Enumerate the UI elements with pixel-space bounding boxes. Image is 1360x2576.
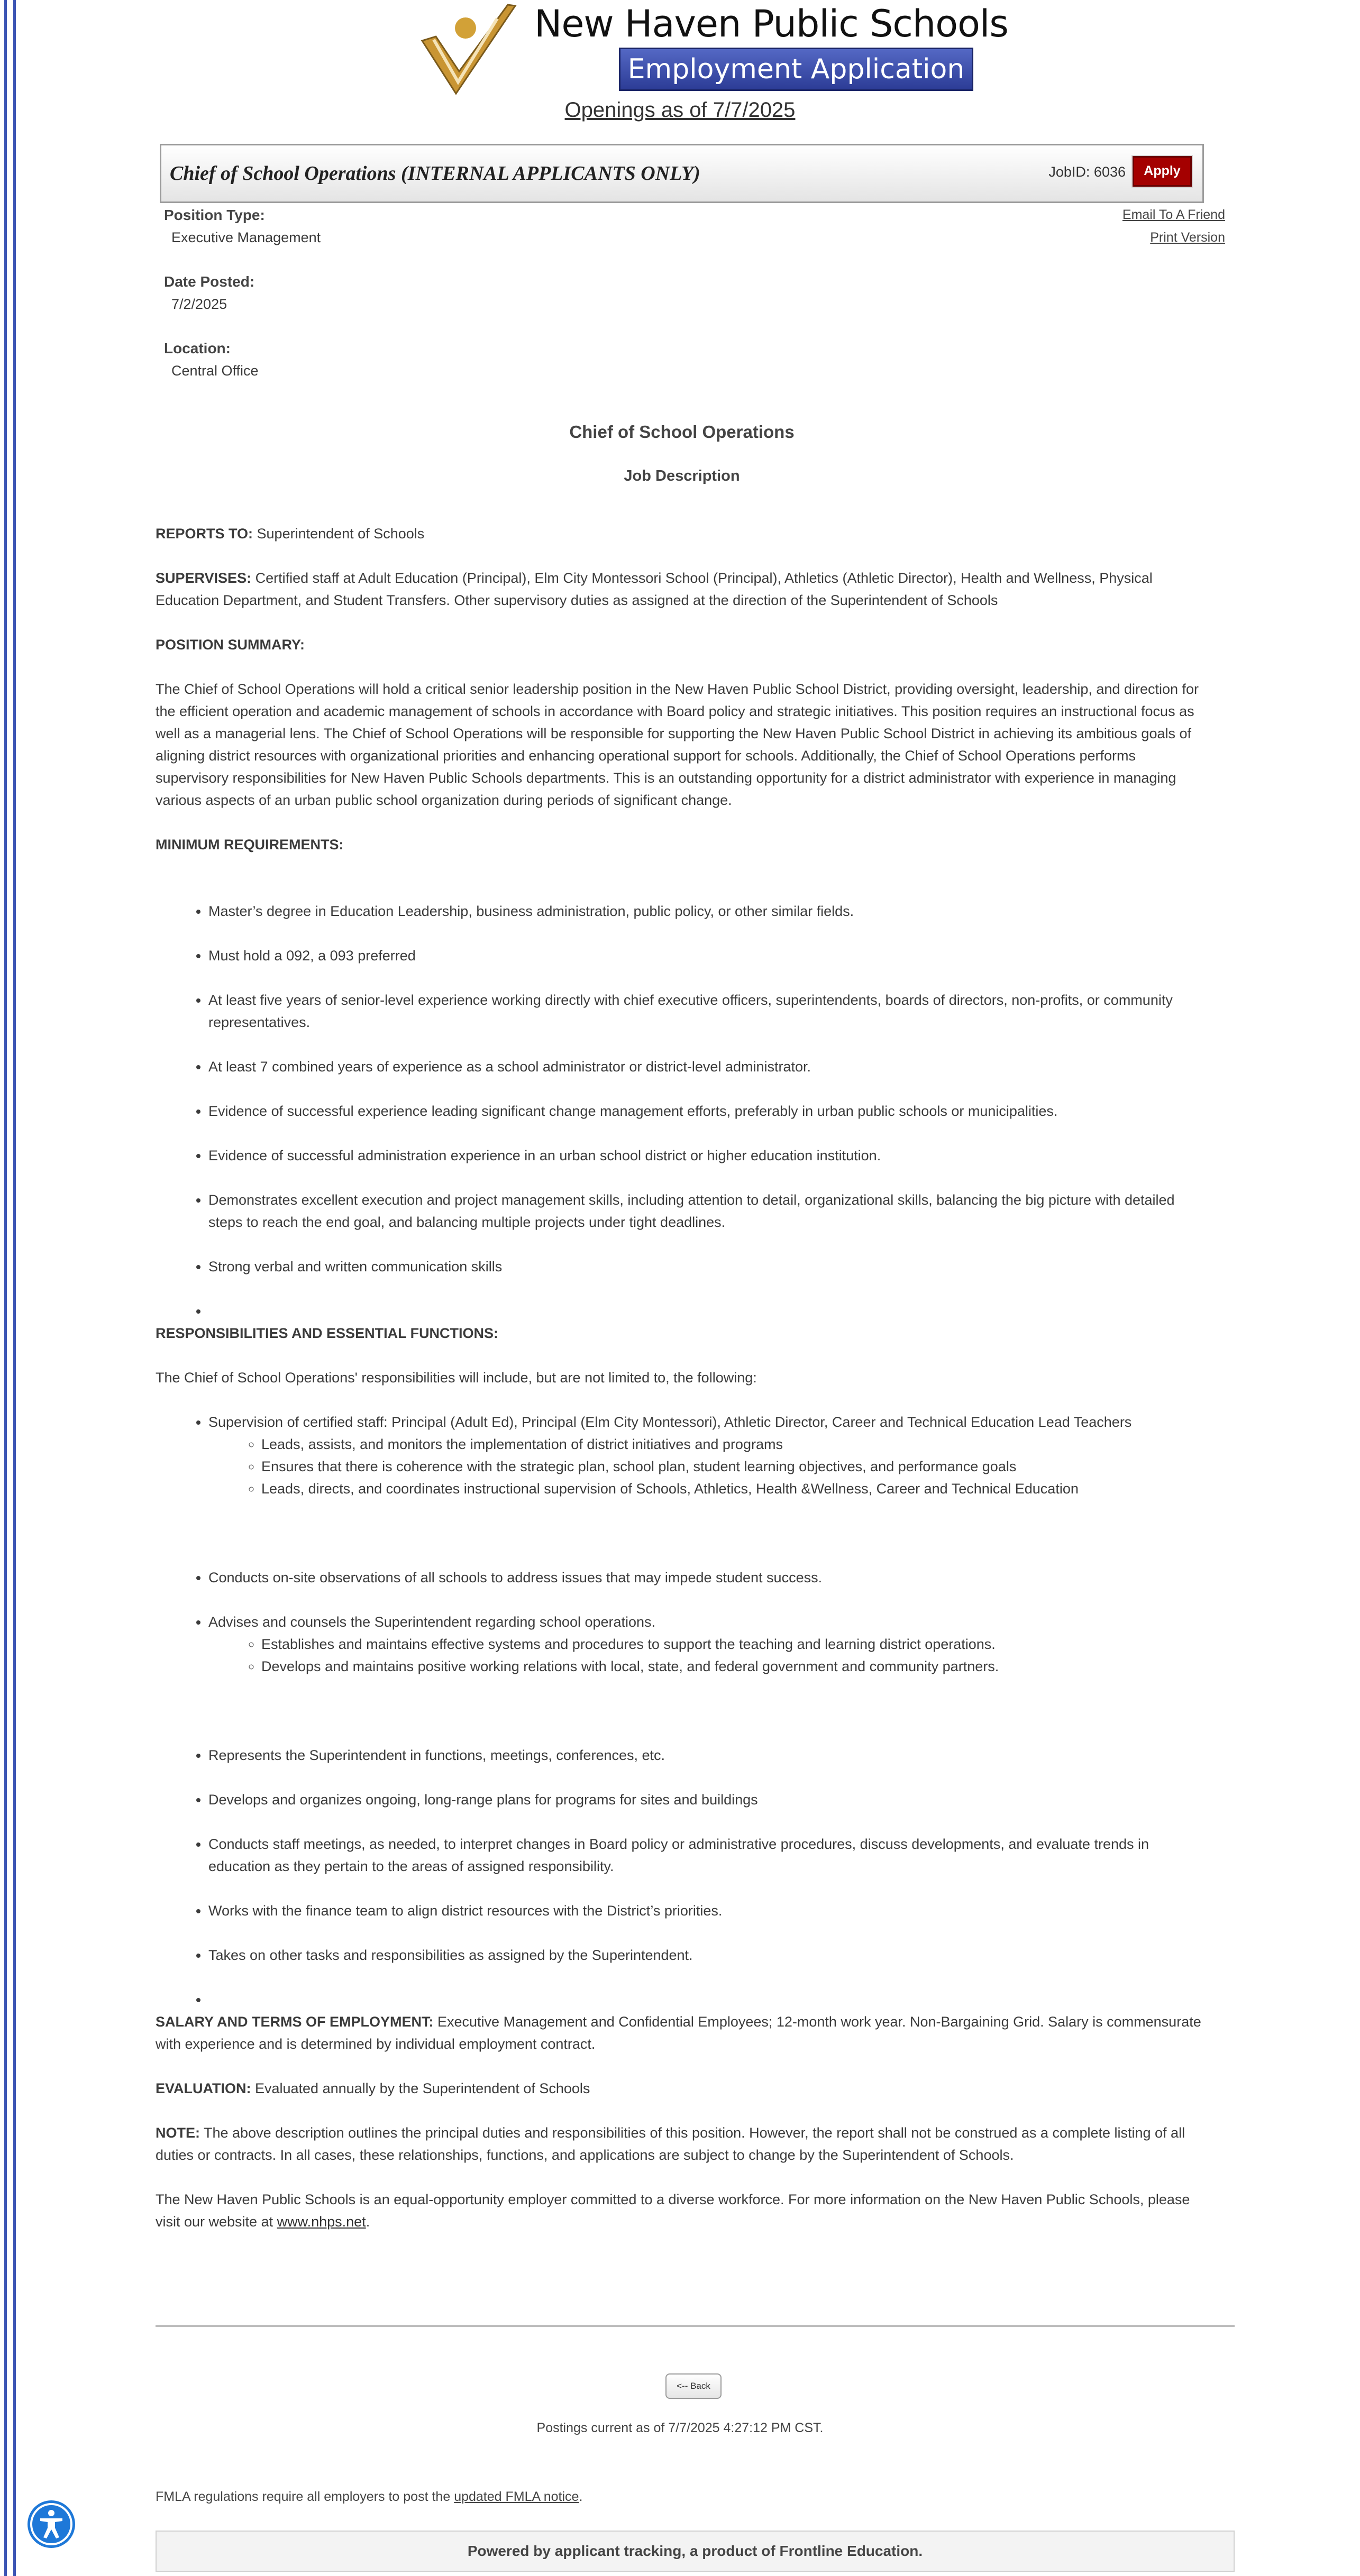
sub-list-item: ◦ Develops and maintains positive working relations with local, state, and federal government and community partners. [261, 1655, 1208, 1677]
employment-application-banner: Employment Application [619, 48, 973, 91]
sub-list-item: ◦ Leads, directs, and coordinates instructional supervision of Schools, Athletics, Health &Wellness, Career and Technical Education [261, 1478, 1208, 1500]
list-item: • Master’s degree in Education Leadership, business administration, public policy, or other similar fields. [208, 900, 1208, 922]
job-title: Chief of School Operations (INTERNAL APPLICANTS ONLY) [170, 162, 700, 185]
list-item: • Develops and organizes ongoing, long-range plans for programs for sites and buildings [208, 1789, 1208, 1811]
note-value: The above description outlines the principal duties and responsibilities of this position. However, the report shall not be construed as a complete listing of all duties or contracts. In all cases, these relationships, functions, and applications are subject to change by the Superintendent of Schools. [156, 2125, 1185, 2163]
spacer [208, 1677, 1208, 1722]
list-item: • At least five years of senior-level experience working directly with chief executive officers, superintendents, boards of directors, non-profits, or community representatives. [208, 989, 1208, 1033]
summary-heading-text: POSITION SUMMARY: [156, 637, 305, 653]
empty-list-item [208, 1988, 1208, 2011]
fmla-link[interactable]: updated FMLA notice [454, 2489, 579, 2504]
page-left-rail [4, 0, 7, 2576]
school-logo-icon [418, 3, 518, 95]
spacer [208, 1500, 1208, 1544]
position-type-label: Position Type: [164, 207, 265, 223]
description-heading: Chief of School Operations [569, 422, 795, 442]
summary-text: The Chief of School Operations will hold a critical senior leadership position in the New Haven Public School District, providing oversight, leadership, and direction for the efficient operation and academic management of schools in accordance with Board policy and strategic initiatives. This position requires an instructional focus as well as a managerial lens. The Chief of School Operations will be responsible for supporting the New Haven Public School District in achieving its ambitious goals of aligning district resources with organizational priorities and enhancing operational support for schools. Additionally, the Chief of School Operations performs supervisory responsibilities for New Haven Public Schools departments. This is an outstanding opportunity for a district administrator with experience in managing various aspects of an urban public school organization during periods of significant change. [156, 681, 1199, 808]
list-item: • Evidence of successful experience leading significant change management efforts, preferably in urban public schools or municipalities. [208, 1100, 1208, 1122]
site-header [0, 0, 1360, 127]
requirements-list [156, 900, 1208, 1322]
empty-list-item [208, 1300, 1208, 1322]
job-title-bar [160, 144, 1204, 203]
email-to-friend-link[interactable]: Email To A Friend [1122, 207, 1225, 222]
site-title: New Haven Public Schools [534, 2, 1008, 45]
postings-timestamp: Postings current as of 7/7/2025 4:27:12 PM CST. [536, 2421, 824, 2435]
description-subheading: Job Description [624, 467, 740, 484]
salary [156, 2011, 1208, 2055]
date-posted-label: Date Posted: [164, 273, 255, 290]
position-type-value: Executive Management [171, 230, 321, 245]
list-item: • At least 7 combined years of experience as a school administrator or district-level administrator. [208, 1056, 1208, 1078]
salary-value: Executive Management and Confidential Employees; 12-month work year. Non-Bargaining Grid. Salary is commensurate with experience and is determined by individual employment contract. [156, 2014, 1201, 2052]
job-meta [164, 204, 321, 404]
sub-list [208, 1433, 1208, 1500]
openings-link[interactable]: Openings as of 7/7/2025 [564, 98, 796, 122]
accessibility-figure-icon [28, 2500, 75, 2548]
reports-to-label: REPORTS TO: [156, 526, 253, 542]
eeo-text: The New Haven Public Schools is an equal-opportunity employer committed to a diverse workforce. For more information on the New Haven Public Schools, please visit our website at [156, 2192, 1190, 2230]
footer-divider [156, 2325, 1235, 2327]
list-item: • Works with the finance team to align district resources with the District’s priorities. [208, 1900, 1208, 1922]
list-item: • Conducts on-site observations of all schools to address issues that may impede student success. [208, 1566, 1208, 1589]
job-actions [1122, 204, 1225, 249]
job-description [156, 419, 1208, 2255]
location-value: Central Office [171, 363, 259, 379]
supervises-label: SUPERVISES: [156, 570, 252, 586]
page-left-rail-inner [13, 0, 16, 2576]
list-item-text: Advises and counsels the Superintendent regarding school operations. [208, 1614, 656, 1630]
list-item: • Takes on other tasks and responsibilities as assigned by the Superintendent. [208, 1944, 1208, 1966]
salary-label: SALARY AND TERMS OF EMPLOYMENT: [156, 2014, 434, 2030]
job-id: JobID: 6036 [1048, 164, 1126, 180]
list-item: • Strong verbal and written communication skills [208, 1255, 1208, 1278]
list-item: • Evidence of successful administration experience in an urban school district or higher education institution. [208, 1144, 1208, 1167]
note-label: NOTE: [156, 2125, 200, 2141]
sub-list-item: ◦ Establishes and maintains effective systems and procedures to support the teaching and learning district operations. [261, 1633, 1208, 1655]
apply-button[interactable]: Apply [1133, 156, 1192, 187]
reports-to [156, 522, 1208, 545]
reports-to-value: Superintendent of Schools [253, 526, 425, 542]
fmla-end: . [579, 2489, 583, 2504]
list-item: • Demonstrates excellent execution and project management skills, including attention to detail, organizational skills, balancing the big picture with detailed steps to reach the end goal, and balancing multiple projects under tight deadlines. [208, 1189, 1208, 1233]
powered-by-footer: Powered by applicant tracking, a product of Frontline Education. [156, 2531, 1235, 2572]
list-item: • Must hold a 092, a 093 preferred [208, 945, 1208, 967]
evaluation [156, 2077, 1208, 2100]
eeo-statement [156, 2188, 1208, 2233]
spacer [156, 878, 1208, 900]
requirements-heading-text: MINIMUM REQUIREMENTS: [156, 837, 344, 852]
supervises [156, 567, 1208, 611]
sub-list-item: ◦ Leads, assists, and monitors the implementation of district initiatives and programs [261, 1433, 1208, 1455]
fmla-text: FMLA regulations require all employers to post the [156, 2489, 454, 2504]
note [156, 2122, 1208, 2166]
sub-list-item: ◦ Ensures that there is coherence with the strategic plan, school plan, student learning objectives, and performance goals [261, 1455, 1208, 1478]
list-item: • Conducts staff meetings, as needed, to interpret changes in Board policy or administrative procedures, discuss developments, and evaluate trends in education as they pertain to the areas of assigned responsibility. [208, 1833, 1208, 1877]
accessibility-icon[interactable] [28, 2500, 75, 2548]
responsibilities-list [156, 1411, 1208, 2011]
list-item [208, 1411, 1208, 1544]
responsibilities-intro: The Chief of School Operations' responsibilities will include, but are not limited to, the following: [156, 1370, 757, 1386]
list-item [208, 1611, 1208, 1722]
evaluation-value: Evaluated annually by the Superintendent of Schools [251, 2080, 590, 2096]
fmla-notice [156, 2486, 582, 2508]
website-link[interactable]: www.nhps.net [277, 2214, 366, 2230]
date-posted-value: 7/2/2025 [171, 296, 227, 312]
responsibilities-heading-text: RESPONSIBILITIES AND ESSENTIAL FUNCTIONS: [156, 1325, 499, 1341]
summary-heading [156, 634, 1208, 656]
back-button[interactable]: <-- Back [665, 2373, 722, 2399]
list-item-text: Supervision of certified staff: Principal (Adult Ed), Principal (Elm City Montessori), Athletic Director, Career and Technical Education Lead Teachers [208, 1414, 1132, 1430]
requirements-heading [156, 833, 1208, 856]
location-label: Location: [164, 340, 231, 356]
sub-list [208, 1633, 1208, 1677]
eeo-end: . [366, 2214, 370, 2230]
supervises-value: Certified staff at Adult Education (Principal), Elm City Montessori School (Principal), Athletics (Athletic Director), Health and Wellness, Physical Education Department, and Student Transfers. Other supervisory duties as assigned at the direction of the Superintendent of Schools [156, 570, 1153, 608]
evaluation-label: EVALUATION: [156, 2080, 251, 2096]
print-version-link[interactable]: Print Version [1150, 230, 1225, 245]
responsibilities-heading [156, 1322, 1208, 1344]
list-item: • Represents the Superintendent in functions, meetings, conferences, etc. [208, 1744, 1208, 1766]
